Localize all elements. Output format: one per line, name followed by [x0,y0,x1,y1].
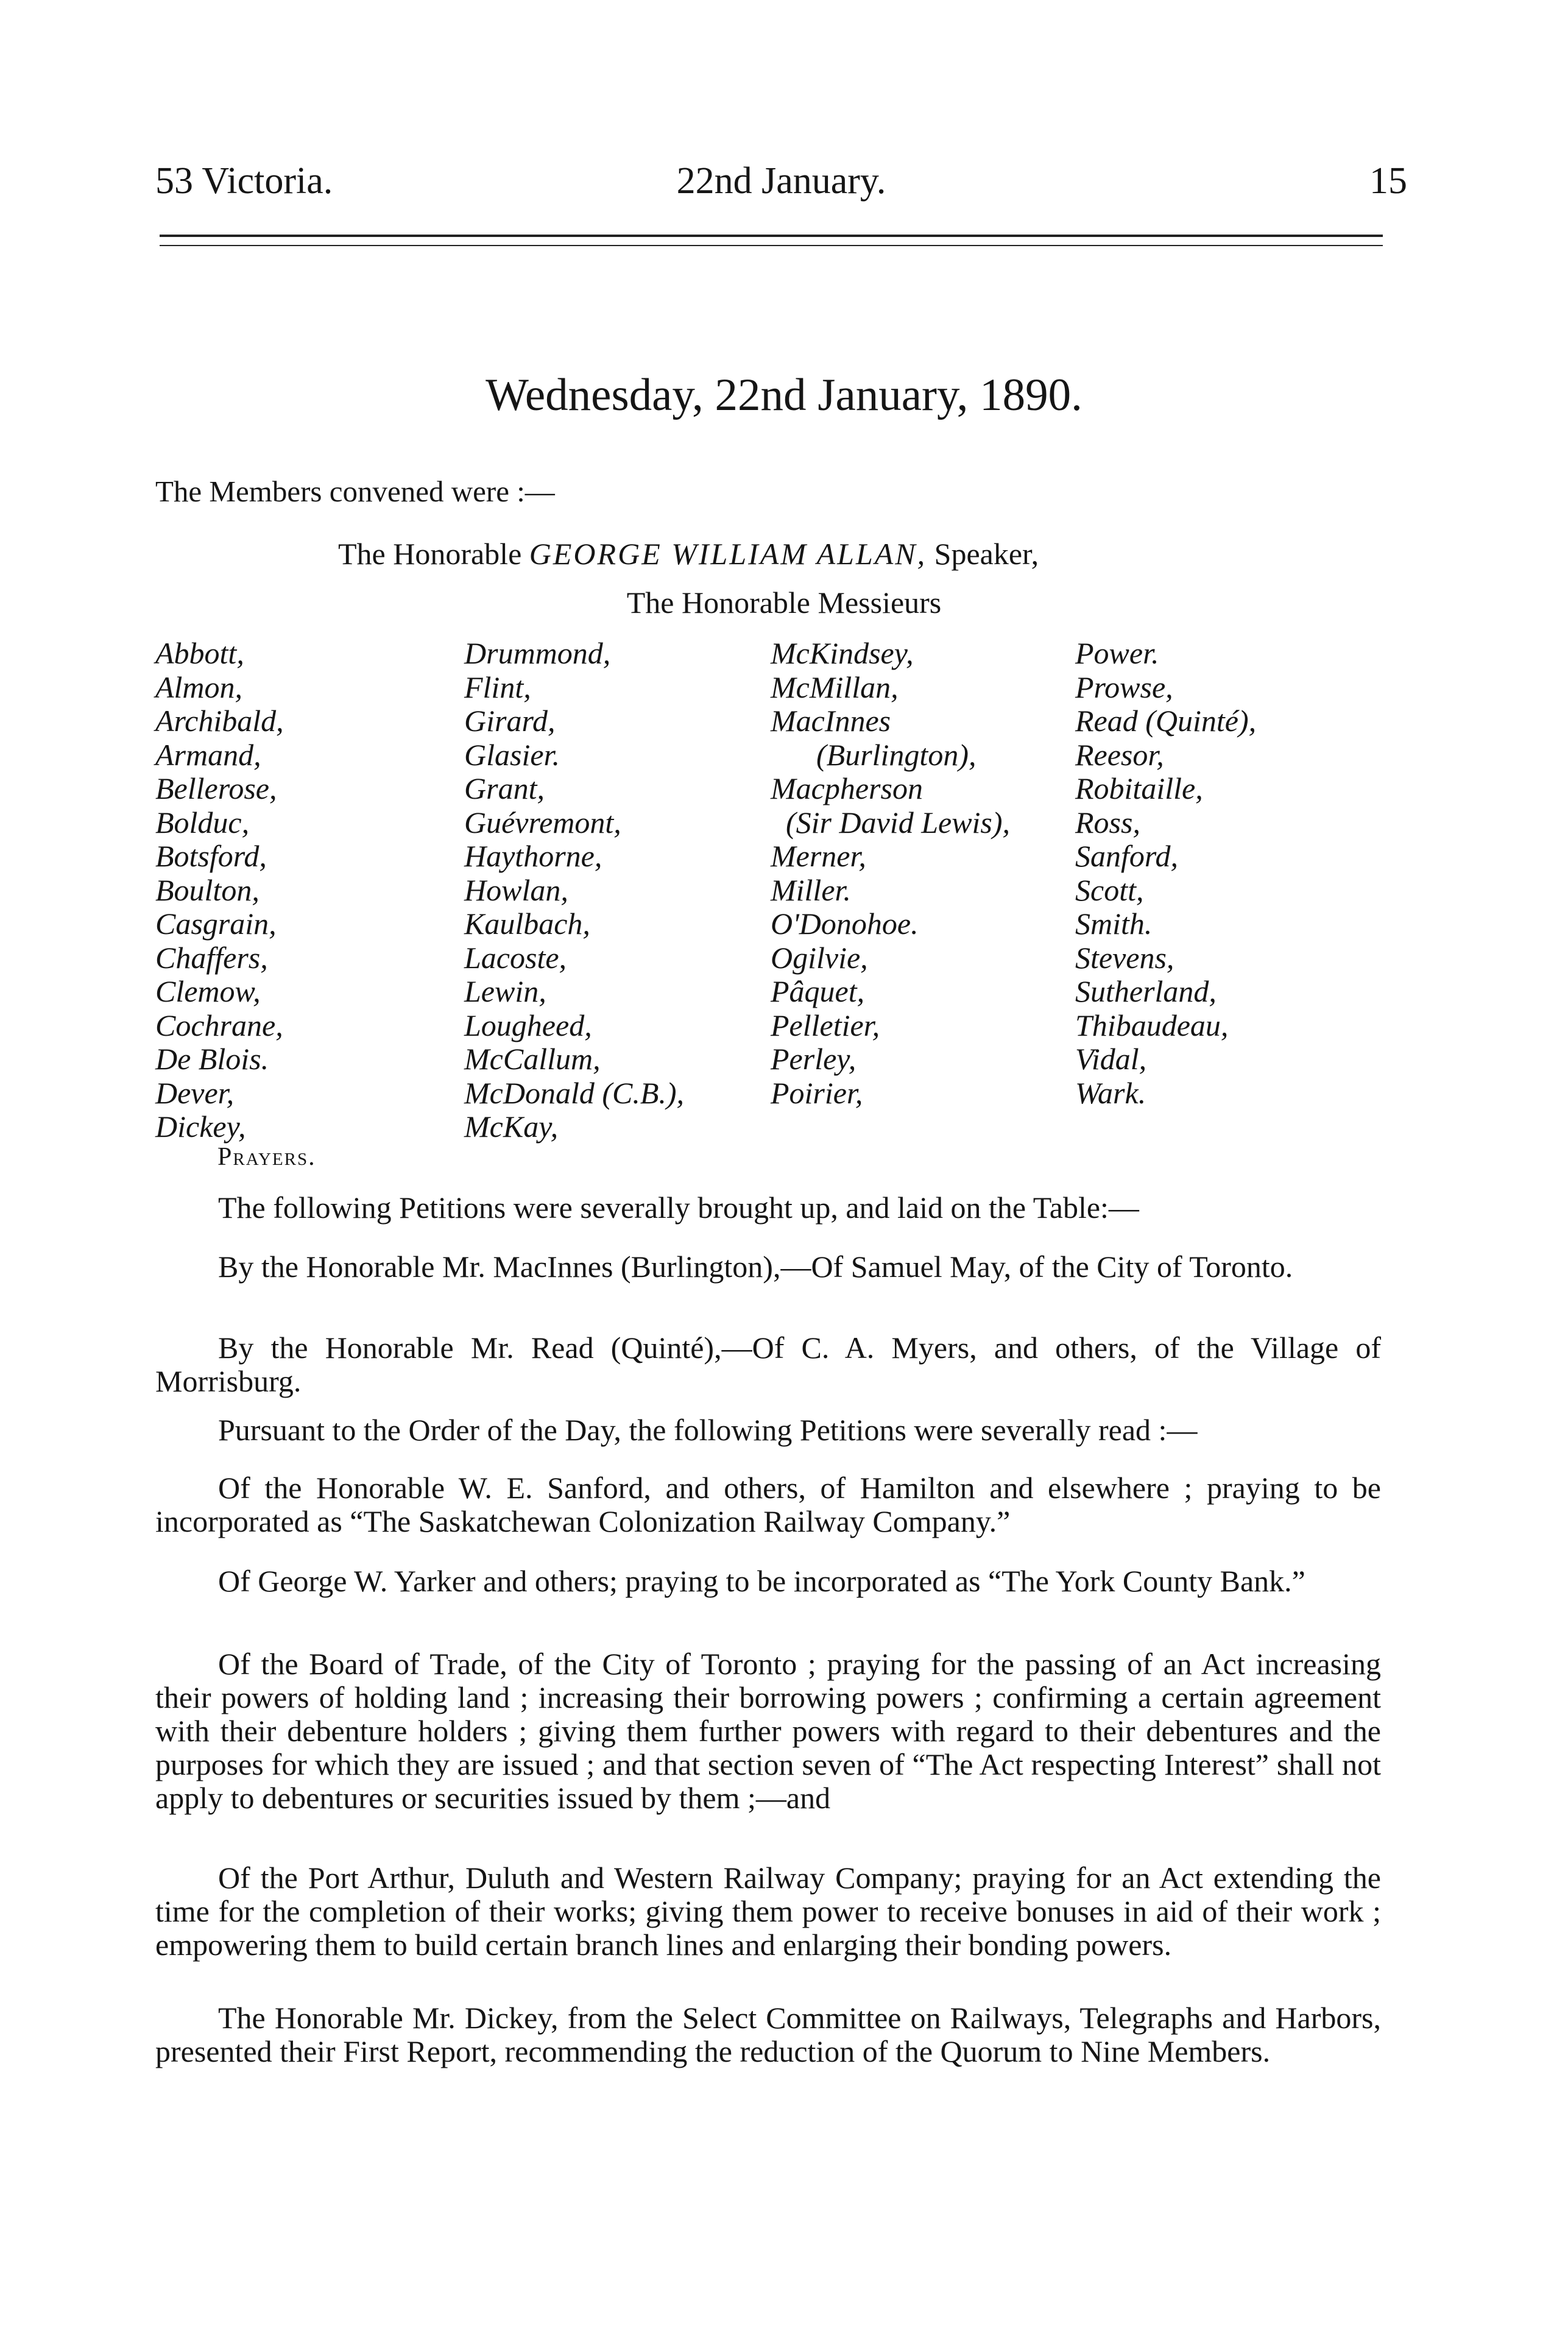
member-name: Sanford, [1075,839,1178,873]
member-name: Girard, [464,704,556,738]
member-name: McMillan, [771,670,899,704]
member-name: Boulton, [155,872,260,907]
members-column-4 [1075,637,1256,1110]
member-name: Abbott, [155,636,244,670]
running-header [155,160,1407,208]
member-name: MacInnes [771,704,891,738]
member-name: Wark. [1075,1075,1146,1110]
member-name: Lewin, [464,974,546,1008]
speaker-line [338,536,1039,571]
member-name: Haythorne, [464,839,602,873]
member-name: Merner, [771,839,866,873]
member-name: (Burlington), [771,737,976,772]
member-name: Dever, [155,1075,235,1110]
speaker-prefix: The Honorable [338,537,522,571]
member-name: Robitaille, [1075,771,1203,805]
member-name: Lacoste, [464,940,567,975]
member-name: Pâquet, [771,974,865,1008]
member-name: Chaffers, [155,940,268,975]
page-number: 15 [1369,160,1407,202]
paragraph-committee-report: The Honorable Mr. Dickey, from the Select Committee on Railways, Telegraphs and Harbors, presented their First Report, recommending the reduction of the Quorum to Nine Members. [155,2001,1381,2068]
member-name: Lougheed, [464,1008,592,1042]
member-name: (Sir David Lewis), [771,805,1011,840]
paragraph-petition-read: By the Honorable Mr. Read (Quinté),—Of C. A. Myers, and others, of the Village of Morrisburg. [155,1331,1381,1398]
member-name: De Blois. [155,1042,269,1076]
member-name: McDonald (C.B.), [464,1075,685,1110]
member-name: Prowse, [1075,670,1173,704]
member-name: Smith. [1075,907,1153,941]
paragraph-petition-board-of-trade: Of the Board of Trade, of the City of Toronto ; praying for the passing of an Act increasing their powers of holding land ; increasing their borrowing powers ; confirming a certain agreement with their debenture holders ; giving them further powers with regard to their debentures and the purposes for which they are issued ; and that section seven of “The Act respecting Interest” shall not apply to debentures or securities issued by them ;—and [155,1647,1381,1815]
sitting-date-title: Wednesday, 22nd January, 1890. [486,370,1082,420]
member-name: Armand, [155,737,261,772]
prayers-heading: Prayers. [217,1143,316,1171]
member-name: Flint, [464,670,531,704]
member-name: Drummond, [464,636,611,670]
member-name: McKay, [464,1109,559,1144]
member-name: Kaulbach, [464,907,590,941]
member-name: Stevens, [1075,940,1174,975]
member-name: Reesor, [1075,737,1164,772]
header-rule-thick [160,235,1383,237]
member-name: O'Donohoe. [771,907,919,941]
member-name: Archibald, [155,704,284,738]
member-name: Perley, [771,1042,856,1076]
member-name: Poirier, [771,1075,863,1110]
members-convened-line: The Members convened were :— [155,475,555,508]
member-name: Pelletier, [771,1008,880,1042]
members-column-3 [771,637,1010,1110]
member-name: Miller. [771,872,851,907]
speaker-name: GEORGE WILLIAM ALLAN, [529,537,927,571]
header-rule-thin [160,245,1383,246]
member-name: Dickey, [155,1109,246,1144]
members-column-1 [155,637,284,1144]
header-session: 53 Victoria. [155,160,333,202]
member-name: Vidal, [1075,1042,1147,1076]
member-name: McKindsey, [771,636,914,670]
member-name: Bellerose, [155,771,277,805]
member-name: Sutherland, [1075,974,1217,1008]
member-name: Botsford, [155,839,267,873]
paragraph-petition-port-arthur: Of the Port Arthur, Duluth and Western Railway Company; praying for an Act extending the time for the completion of their works; giving them power to receive bonuses in aid of their work ; empowering them to build certain branch lines and enlarging their bonding powers. [155,1861,1381,1962]
member-name: Macpherson [771,771,923,805]
member-name: Power. [1075,636,1159,670]
member-name: Casgrain, [155,907,277,941]
member-name: Glasier. [464,737,560,772]
member-name: Cochrane, [155,1008,283,1042]
member-name: Grant, [464,771,545,805]
paragraph-petition-sanford: Of the Honorable W. E. Sanford, and others, of Hamilton and elsewhere ; praying to be incorporated as “The Saskatchewan Colonization Railway Company.” [155,1471,1381,1538]
members-column-2 [464,637,684,1144]
member-name: Ogilvie, [771,940,868,975]
speaker-title: Speaker, [934,537,1039,571]
member-name: Bolduc, [155,805,250,840]
member-name: Thibaudeau, [1075,1008,1229,1042]
member-name: Read (Quinté), [1075,704,1257,738]
messieurs-heading: The Honorable Messieurs [626,585,942,620]
member-name: Clemow, [155,974,261,1008]
paragraph-petitions-laid: The following Petitions were severally brought up, and laid on the Table:— [218,1190,1139,1225]
header-date: 22nd January. [676,160,886,202]
paragraph-petition-yarker: Of George W. Yarker and others; praying to be incorporated as “The York County Bank.” [218,1564,1305,1598]
paragraph-petition-macinnes: By the Honorable Mr. MacInnes (Burlington),—Of Samuel May, of the City of Toronto. [218,1250,1293,1284]
member-name: Guévremont, [464,805,621,840]
member-name: McCallum, [464,1042,601,1076]
member-name: Scott, [1075,872,1144,907]
member-name: Ross, [1075,805,1140,840]
member-name: Almon, [155,670,243,704]
paragraph-order-of-day: Pursuant to the Order of the Day, the following Petitions were severally read :— [218,1413,1198,1447]
member-name: Howlan, [464,872,568,907]
